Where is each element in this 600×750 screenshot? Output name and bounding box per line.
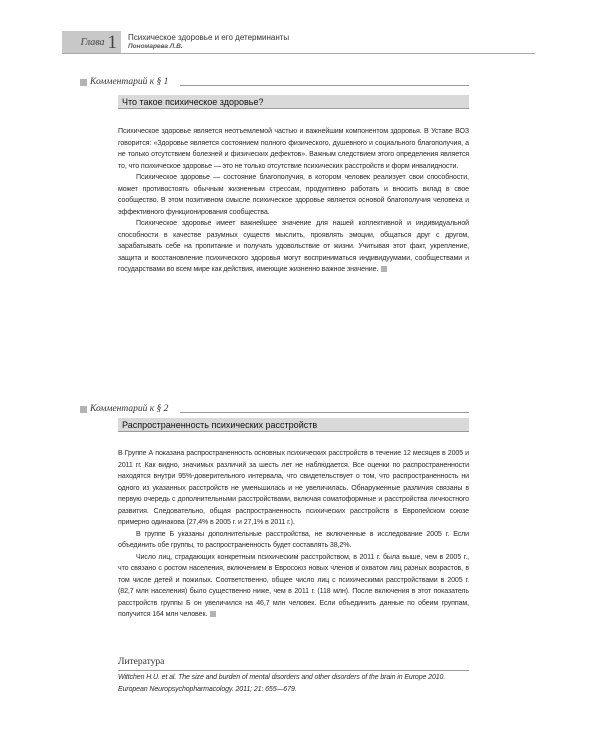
end-mark-icon (210, 611, 216, 617)
paragraph: В группе Б указаны дополнительные расстройства, не включенные в исследование 2005 г. Если объединить обе группы, то распространенность будет составлять 38,2%. (118, 530, 469, 549)
end-mark-icon (381, 266, 387, 272)
paragraph: Психическое здоровье — состояние благополучия, в котором человек реализует свои способности, может противостоять обычным жизненным стрессам, продуктивно работать и вносить вклад в свое сообщество. В этом позитивном смысле психическое здоровье является основой благополучия человека и эффективного функционирования сообщества. (118, 174, 469, 216)
literature-rule (118, 670, 469, 671)
comment-1-label-text: Комментарий к § 1 (90, 77, 169, 87)
running-authors: Пономарева Л.В. (128, 43, 183, 50)
paragraph: Психическое здоровье является неотъемлемой частью и важнейшим компонентом здоровья. В Уставе ВОЗ говорится: «Здоровье является состоянием полного физического, душевного и социального благополучия, а не только отсутствием болезней и физических дефектов». Важным следствием этого определения является то, что психическое здоровье — это не только отсутствие психических расстройств и форм инвалидности. (118, 128, 469, 170)
paragraph (118, 218, 469, 276)
chapter-word: Глава (80, 36, 105, 48)
chapter-number: 1 (107, 31, 117, 53)
comment-2-title: Распространенность психических расстройств (118, 418, 469, 432)
paragraph-text: Число лиц, страдающих конкретным психическим расстройством, в 2011 г. была выше, чем в 2005 г., что связано с ростом населения, включением в Евросоюз новых членов и охватом лиц разных возрастов, в том числе детей и пожилых. Соответственно, общее число лиц с психическими расстройствами в 2005 г. (82,7 млн населения) было существенно ниже, чем в 2011 г. (118 млн). После включения в этот показатель расстройств группы Б он увеличился на 46,7 млн человек. Если объединить данные по обеим группам, получится 164 млн человек. (118, 553, 469, 618)
page-header (62, 31, 535, 54)
comment-1-body (118, 126, 469, 276)
running-title: Психическое здоровье и его детерминанты (128, 33, 290, 42)
paragraph-text: Психическое здоровье имеет важнейшее значение для нашей коллективной и индивидуальной способности в качестве разумных существ мыслить, проявлять эмоции, общаться друг с другом, зарабатывать себе на пропитание и получать удовольствие от жизни. Учитывая этот факт, укрепление, защита и восстановление психического здоровья могут восприниматься индивидуумами, сообществами и государствами во всем мире как действия, имеющие жизненно важное значение. (118, 220, 469, 273)
comment-1-title: Что такое психическое здоровье? (118, 95, 469, 109)
comment-2-label-text: Комментарий к § 2 (90, 404, 169, 414)
literature-reference: Wittchen H.U. et al. The size and burden of mental disorders and other disorders of the brain in Europe 2010. European Neuropsychopharmacology. 2011; 21: 655—679. (118, 674, 446, 693)
paragraph: В Группе А показана распространенность основных психических расстройств в течение 12 месяцев в 2005 и 2011 гг. Как видно, значимых различий за шесть лет не наблюдается. Все оценки по распространенности находятся внутри 95%-доверительного интервала, что свидетельствует о том, что распространенность ни одного из указанных расстройств не уменьшилась и не увеличилась. Обнаруженные различия связаны в первую очередь с дополнительными расстройствами, включая соматоформные и расстройства личностного развития. Следовательно, общая распространенность психических расстройств в Европейском союзе примерно одинакова (27,4% в 2005 г. и 27,1% в 2011 г.). (118, 450, 469, 526)
comment-2-body (118, 448, 469, 621)
comment-2-label (80, 404, 168, 414)
comment-1-rule (180, 85, 469, 86)
comment-1-label (80, 77, 168, 87)
square-bullet-icon (80, 79, 87, 86)
comment-2-rule (180, 412, 469, 413)
paragraph (118, 552, 469, 621)
square-bullet-icon (80, 406, 87, 413)
literature-heading: Литература (118, 657, 165, 667)
chapter-label (62, 31, 121, 53)
